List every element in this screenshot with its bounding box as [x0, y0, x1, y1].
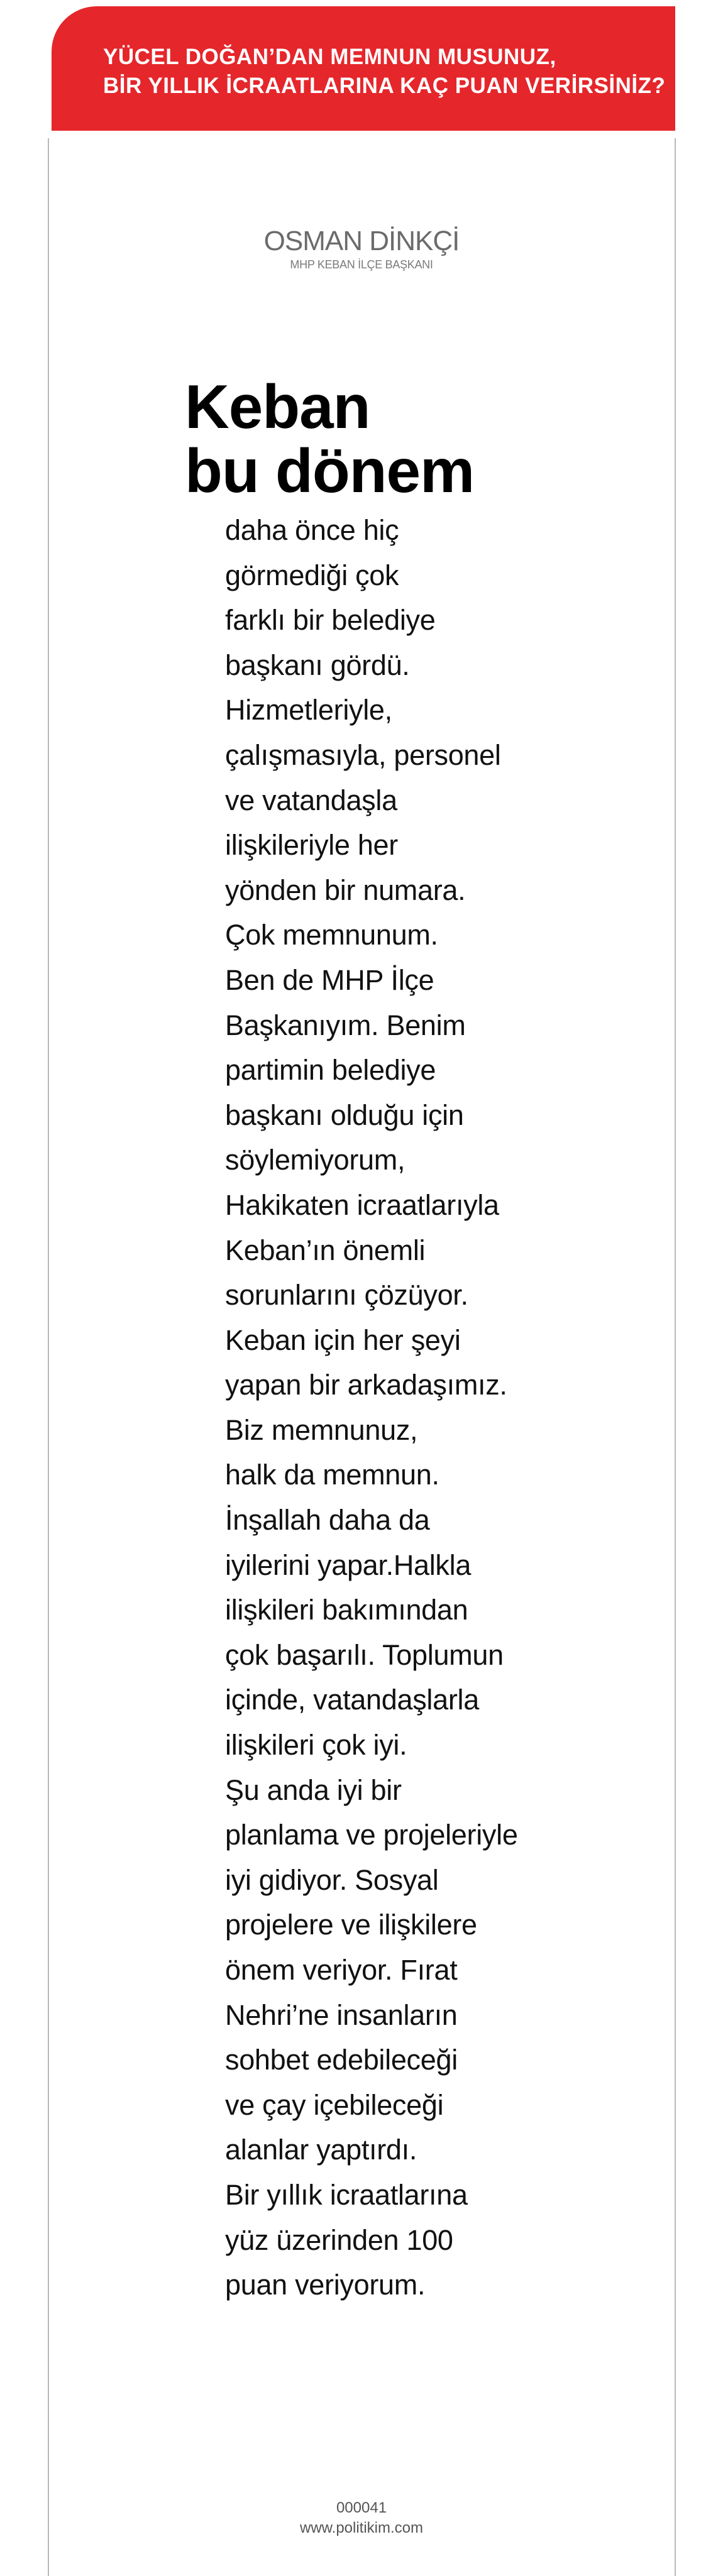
body-line: Keban’ın önemli [225, 1234, 426, 1266]
body-line: ilişkileriyle her [225, 829, 398, 862]
body-line: iyi gidiyor. Sosyal [225, 1863, 439, 1896]
body-line: puan veriyorum. [225, 2269, 426, 2301]
body-line: Biz memnunuz, [225, 1413, 418, 1446]
body-line: projelere ve ilişkilere [225, 1909, 477, 1941]
body-line: görmediği çok [225, 559, 399, 591]
page-footer [0, 2498, 723, 2538]
body-line: yapan bir arkadaşımız. [225, 1369, 507, 1401]
body-line: ve vatandaşla [225, 784, 397, 816]
body-line: Nehri’ne insanların [225, 1998, 458, 2031]
body-line: Hakikaten icraatlarıyla [225, 1188, 499, 1221]
body-line: planlama ve projeleriyle [225, 1819, 518, 1851]
banner-question-line-2: BİR YILLIK İCRAATLARINA KAÇ PUAN VERİRSİNİZ? [103, 74, 666, 98]
frame-right-border [675, 138, 676, 2576]
body-line: Ben de MHP İlçe [225, 963, 434, 996]
body-line: daha önce hiç [225, 514, 399, 546]
quote-body [225, 508, 665, 2308]
question-banner [52, 6, 675, 131]
body-line: Başkanıyım. Benim [225, 1009, 466, 1041]
quote-headline [185, 372, 475, 505]
body-line: başkanı gördü. [225, 649, 410, 681]
body-line: yüz üzerinden 100 [225, 2223, 453, 2256]
body-line: partimin belediye [225, 1054, 436, 1087]
body-line: çalışmasıyla, personel [225, 738, 501, 771]
body-line: alanlar yaptırdı. [225, 2134, 417, 2166]
headline-line-1: Keban [185, 372, 370, 441]
body-line: Keban için her şeyi [225, 1324, 461, 1356]
author-title: MHP KEBAN İLÇE BAŞKANI [290, 258, 433, 271]
body-line: çok başarılı. Toplumun [225, 1638, 504, 1671]
body-line: Bir yıllık icraatlarına [225, 2178, 468, 2211]
site-url: www.politikim.com [299, 2519, 424, 2536]
body-line: önem veriyor. Fırat [225, 1954, 458, 1986]
page-code: 000041 [336, 2499, 387, 2516]
body-line: sohbet edebileceği [225, 2044, 458, 2076]
body-line: Hizmetleriyle, [225, 694, 392, 726]
body-line: sorunlarını çözüyor. [225, 1279, 468, 1312]
body-line: ilişkileri bakımından [225, 1594, 468, 1626]
body-line: iyilerini yapar.Halkla [225, 1548, 472, 1581]
banner-question-line-1: YÜCEL DOĞAN’DAN MEMNUN MUSUNUZ, [103, 45, 556, 69]
byline [0, 225, 723, 271]
frame-left-border [48, 138, 49, 2576]
body-line: farklı bir belediye [225, 604, 436, 637]
body-line: halk da memnun. [225, 1459, 439, 1491]
body-line: başkanı olduğu için [225, 1099, 464, 1131]
body-line: ilişkileri çok iyi. [225, 1729, 407, 1762]
body-line: Şu anda iyi bir [225, 1773, 402, 1806]
body-line: ve çay içebileceği [225, 2088, 444, 2121]
body-line: içinde, vatandaşlarla [225, 1684, 479, 1716]
body-line: yönden bir numara. [225, 874, 466, 906]
author-name: OSMAN DİNKÇİ [263, 226, 460, 256]
body-line: Çok memnunum. [225, 919, 438, 951]
body-line: söylemiyorum, [225, 1144, 406, 1176]
body-line: İnşallah daha da [225, 1504, 430, 1537]
headline-line-2: bu dönem [185, 436, 475, 505]
